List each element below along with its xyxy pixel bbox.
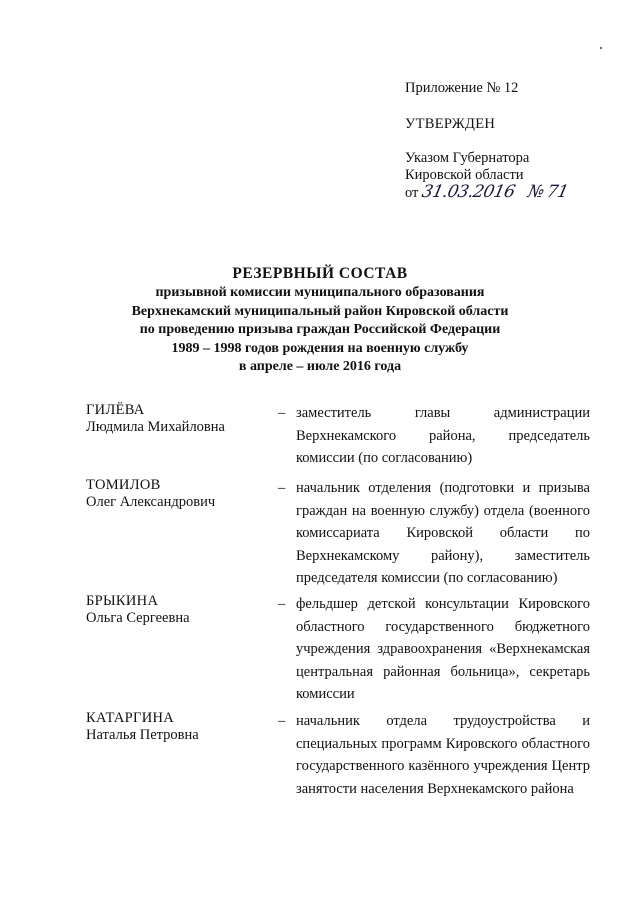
member-name bbox=[86, 710, 276, 744]
member-name bbox=[86, 477, 276, 511]
title-line-3: по проведению призыва граждан Российской Федерации bbox=[139, 322, 501, 337]
member-surname: ГИЛЁВА bbox=[86, 402, 145, 418]
member-role: заместитель главы администрации Верхнекамского района, председатель комиссии (по согласованию) bbox=[296, 405, 590, 466]
scan-speck bbox=[600, 47, 602, 49]
number-prefix: № bbox=[525, 182, 546, 202]
handwritten-number: 71 bbox=[545, 182, 571, 202]
approved-heading: УТВЕРЖДЕН bbox=[405, 116, 496, 132]
document-title-block bbox=[0, 264, 640, 377]
member-entry bbox=[86, 402, 590, 477]
member-role: фельдшер детской консультации Кировского областного государственного бюджетного учреждения здравоохранения «Верхнекамская центральная районная больница», секретарь комиссии bbox=[296, 596, 590, 702]
member-given-name: Людмила Михайловна bbox=[86, 419, 225, 435]
member-name bbox=[86, 402, 276, 436]
member-dash: – bbox=[278, 405, 286, 421]
title-line-5: в апреле – июле 2016 года bbox=[238, 359, 402, 374]
member-role: начальник отдела трудоустройства и специальных программ Кировского областного государственного казённого учреждения Центр занятости населения Верхнекамского района bbox=[296, 713, 590, 797]
member-dash: – bbox=[278, 480, 286, 496]
decree-line-1: Указом Губернатора bbox=[405, 150, 530, 166]
decree-date-line bbox=[405, 184, 605, 202]
member-entry bbox=[86, 710, 590, 830]
member-entry bbox=[86, 477, 590, 593]
handwritten-date: 31.03.2016 bbox=[420, 182, 517, 202]
member-surname: БРЫКИНА bbox=[86, 593, 159, 609]
member-dash: – bbox=[278, 596, 286, 612]
member-given-name: Ольга Сергеевна bbox=[86, 610, 190, 626]
member-surname: ТОМИЛОВ bbox=[86, 477, 161, 493]
member-entry bbox=[86, 593, 590, 710]
document-title: РЕЗЕРВНЫЙ СОСТАВ bbox=[232, 265, 408, 282]
appendix-number: Приложение № 12 bbox=[405, 80, 519, 96]
member-role: начальник отделения (подготовки и призыва граждан на военную службу) отдела (военного комиссариата Кировской области по Верхнекамскому району), заместитель председателя комиссии (по согласованию) bbox=[296, 480, 590, 586]
approval-stamp-block bbox=[405, 80, 605, 202]
member-surname: КАТАРГИНА bbox=[86, 710, 175, 726]
member-given-name: Олег Александрович bbox=[86, 494, 216, 510]
member-name bbox=[86, 593, 276, 627]
member-dash: – bbox=[278, 713, 286, 729]
title-line-4: 1989 – 1998 годов рождения на военную службу bbox=[171, 340, 469, 356]
decree-line-2: Кировской области bbox=[405, 167, 524, 183]
from-prefix: от bbox=[405, 185, 419, 201]
members-list bbox=[86, 402, 590, 830]
member-given-name: Наталья Петровна bbox=[86, 727, 199, 743]
title-line-2: Верхнекамский муниципальный район Кировской области bbox=[131, 303, 509, 319]
title-line-1: призывной комиссии муниципального образования bbox=[155, 285, 485, 300]
